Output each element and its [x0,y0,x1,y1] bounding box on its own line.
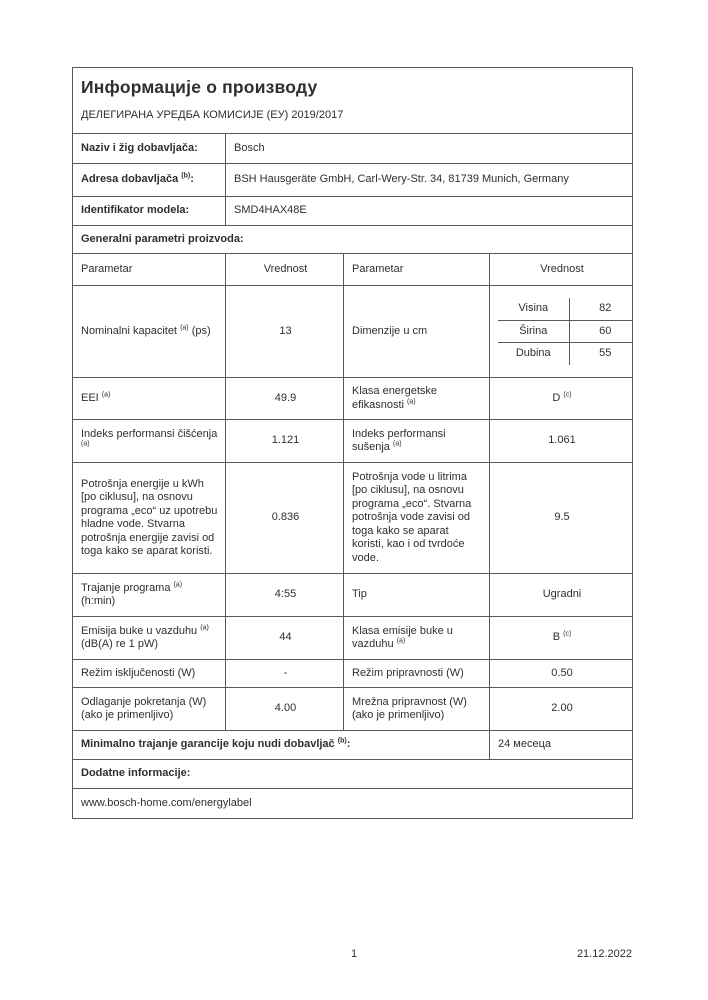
footnote-a-marker: (a) [407,397,416,405]
energy-class-label: Klasa energetske efikasnosti $^{(a)}$ [344,378,490,420]
dimension-row-width [498,320,633,343]
dimension-depth-label: Dubina [498,343,569,365]
noise-class-label: Klasa emisije buke u vazduhu $^{(a)}$ [344,617,490,660]
general-section-title: Generalni parametri proizvoda: [73,226,633,254]
cleaning-index-label: Indeks performansi čišćenja $^{(a)}$ [73,420,226,463]
model-identifier-value: SMD4HAX48E [226,197,633,226]
noise-row [73,617,633,660]
energy-consumption-label: Potrošnja energije u kWh [po ciklusu], na osnovu programa „eco“ uz upotrebu hladne vode. Stvarna potrošnja energije zavisi od toga kako se aparat koristi. [73,463,226,574]
title-cell [73,68,633,134]
dimension-row-height [498,298,633,320]
cleaning-index-value: 1.121 [226,420,344,463]
supplier-address-row [73,164,633,197]
footnote-a-marker: (a) [180,324,189,332]
col-header-value2: Vrednost [490,254,633,286]
consumption-row [73,463,633,574]
delay-start-label: Odlaganje pokretanja (W) (ako je primenljivo) [73,688,226,731]
delaystart-networked-row [73,688,633,731]
dimension-width-value: 60 [569,320,633,343]
model-identifier-label: Identifikator modela: [73,197,226,226]
footnote-a-marker: (a) [396,637,406,645]
general-section-row [73,226,633,254]
dimensions-subtable [498,298,633,365]
off-mode-value: - [226,660,344,688]
standby-value: 0.50 [490,660,633,688]
eei-label: EEI $^{(a)}$ [73,378,226,420]
off-mode-label: Režim isključenosti (W) [73,660,226,688]
networked-standby-label: Mrežna pripravnost (W) (ako je primenljivo) [344,688,490,731]
duration-type-row [73,574,633,617]
page-title: Информације о производу [81,77,318,97]
supplier-address-label: Adresa dobavljača $^{(b)}$: [73,164,226,197]
eei-energyclass-row [73,378,633,420]
footnote-b-marker: (b) [337,737,347,745]
dimension-height-value: 82 [569,298,633,320]
dimensions-subtable-cell [490,286,633,378]
delay-start-value: 4.00 [226,688,344,731]
performance-index-row [73,420,633,463]
water-consumption-value: 9.5 [490,463,633,574]
type-label: Tip [344,574,490,617]
page-number: 1 [350,948,358,960]
noise-emission-label: Emisija buke u vazduhu $^{(a)}$ (dB(A) re 1 pW) [73,617,226,660]
drying-index-label: Indeks performansi sušenja $^{(a)}$ [344,420,490,463]
water-consumption-label: Potrošnja vode u litrima [po ciklusu], na osnovu programa „eco“. Stvarna potrošnja vode zavisi od toga kako se aparat koristi, kao i od tvrdoće vode. [344,463,490,574]
footnote-a-marker: (a) [392,440,402,448]
dimension-depth-value: 55 [599,347,612,360]
supplier-name-row [73,134,633,164]
footnote-a-marker: (a) [173,580,183,588]
dimension-width-label: Širina [498,320,569,343]
program-duration-label: Trajanje programa $^{(a)}$ (h:min) [73,574,226,617]
capacity-label: Nominalni kapacitet $^{(a)}$ (ps) [73,286,226,378]
footnote-b-marker: (b) [181,172,191,180]
noise-class-value: B $^{(c)}$ [490,617,633,660]
dimension-row-depth [498,343,633,365]
footnote-c-marker: (c) [563,391,572,399]
column-header-row [73,254,633,286]
dimensions-label: Dimenzije u cm [344,286,490,378]
col-header-param2: Parametar [344,254,490,286]
product-info-table [72,67,633,819]
col-header-value1: Vrednost [226,254,344,286]
footnote-c-marker: (c) [563,630,572,638]
supplier-name-label: Naziv i žig dobavljača: [73,134,226,164]
additional-info-label: Dodatne informacije: [73,760,633,789]
col-header-param1: Parametar [73,254,226,286]
noise-emission-value: 44 [226,617,344,660]
regulation-subtitle: ДЕЛЕГИРАНА УРЕДБА КОМИСИЈЕ (ЕУ) 2019/2017 [81,108,344,121]
supplier-name-value: Bosch [226,134,633,164]
warranty-label: Minimalno trajanje garancije koju nudi dobavljač $^{(b)}$: [73,731,490,760]
eei-value: 49.9 [226,378,344,420]
energylabel-link-row [73,789,633,819]
networked-standby-value: 2.00 [490,688,633,731]
footnote-a-marker: (a) [200,623,209,631]
additional-info-row [73,760,633,789]
program-duration-value: 4:55 [226,574,344,617]
warranty-value: 24 месеца [490,731,633,760]
type-value: Ugradni [490,574,633,617]
footnote-a-marker: (a) [81,440,90,448]
dimension-height-label: Visina [498,298,569,320]
energy-class-value: D $^{(c)}$ [490,378,633,420]
footnote-a-marker: (a) [101,391,111,399]
document-date: 21.12.2022 [576,948,632,960]
standby-label: Režim pripravnosti (W) [344,660,490,688]
supplier-address-value: BSH Hausgeräte GmbH, Carl-Wery-Str. 34, 81739 Munich, Germany [226,164,633,197]
capacity-value: 13 [226,286,344,378]
warranty-row [73,731,633,760]
offmode-standby-row [73,660,633,688]
model-identifier-row [73,197,633,226]
drying-index-value: 1.061 [490,420,633,463]
title-row [73,68,633,134]
energylabel-link[interactable]: www.bosch-home.com/energylabel [73,789,633,819]
capacity-dimensions-row [73,286,633,378]
energy-consumption-value: 0.836 [226,463,344,574]
